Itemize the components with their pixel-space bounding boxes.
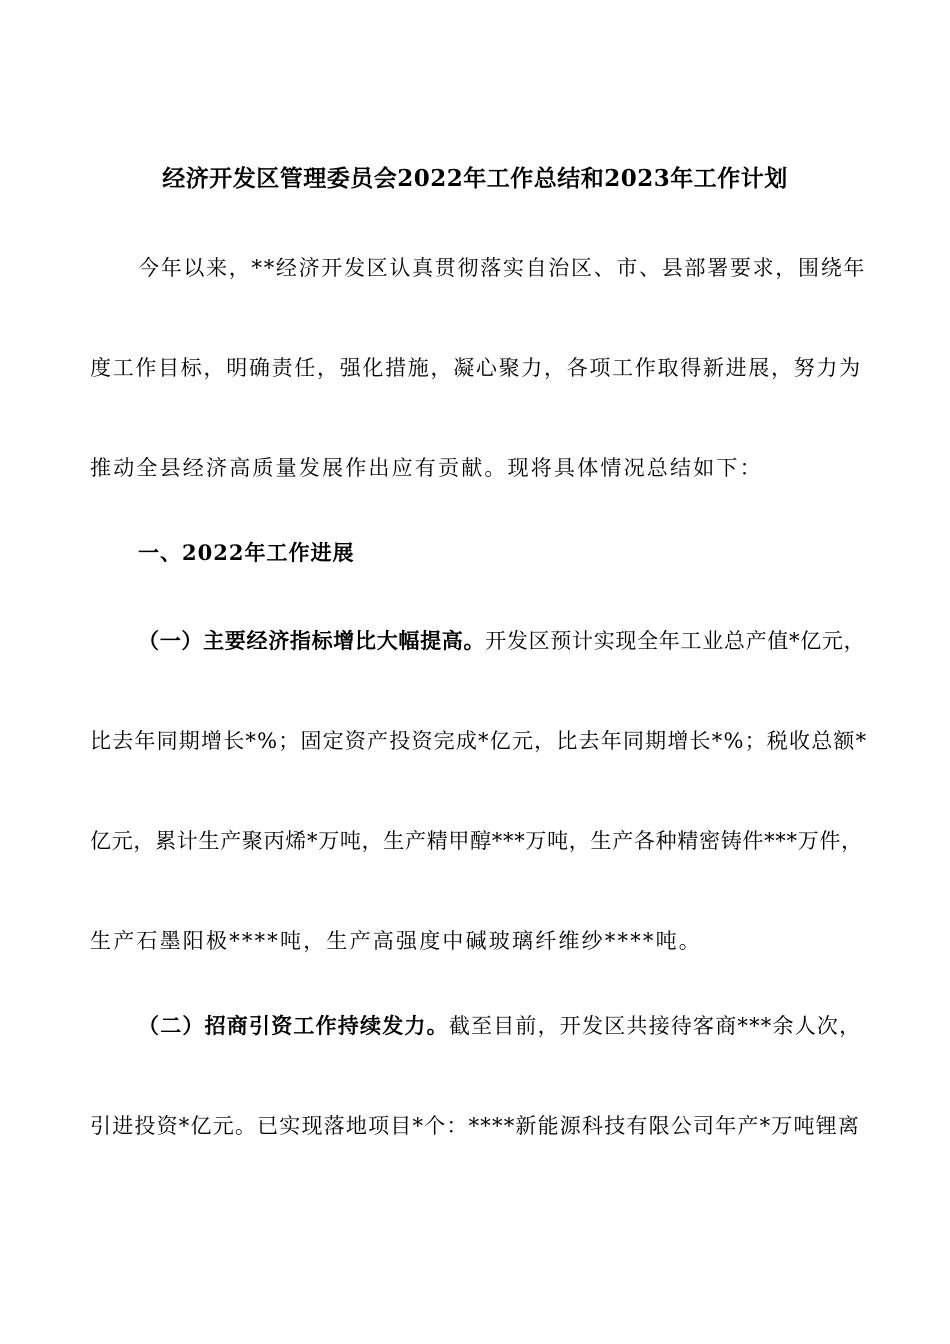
- subsection-heading: （一）主要经济指标增比大幅提高。: [138, 628, 486, 653]
- section-heading: 一、2022年工作进展: [138, 540, 355, 565]
- paragraph-line: 度工作目标，明确责任，强化措施，凝心聚力，各项工作取得新进展，努力为: [90, 356, 862, 380]
- paragraph-text: 开发区预计实现全年工业总产值*亿元，: [485, 629, 866, 653]
- paragraph-text: 截至目前，开发区共接待客商***余人次，: [448, 1014, 862, 1038]
- paragraph-line: 今年以来，**经济开发区认真贯彻落实自治区、市、县部署要求，围绕年: [138, 256, 867, 280]
- paragraph-line: 生产石墨阳极****吨，生产高强度中碱玻璃纤维纱****吨。: [90, 929, 702, 953]
- paragraph-line: 推动全县经济高质量发展作出应有贡献。现将具体情况总结如下：: [90, 456, 763, 480]
- paragraph-line: 引进投资*亿元。已实现落地项目*个：****新能源科技有限公司年产*万吨锂离: [90, 1114, 861, 1138]
- paragraph-line: 比去年同期增长*%；固定资产投资完成*亿元，比去年同期增长*%；税收总额*: [90, 729, 868, 753]
- paragraph-line: [138, 1011, 861, 1041]
- subsection-heading: （二）招商引资工作持续发力。: [138, 1013, 449, 1038]
- document-title: 经济开发区管理委员会2022年工作总结和2023年工作计划: [162, 165, 788, 192]
- paragraph-line: 亿元，累计生产聚丙烯*万吨，生产精甲醇***万吨，生产各种精密铸件***万件，: [90, 829, 863, 853]
- paragraph-line: [138, 626, 865, 656]
